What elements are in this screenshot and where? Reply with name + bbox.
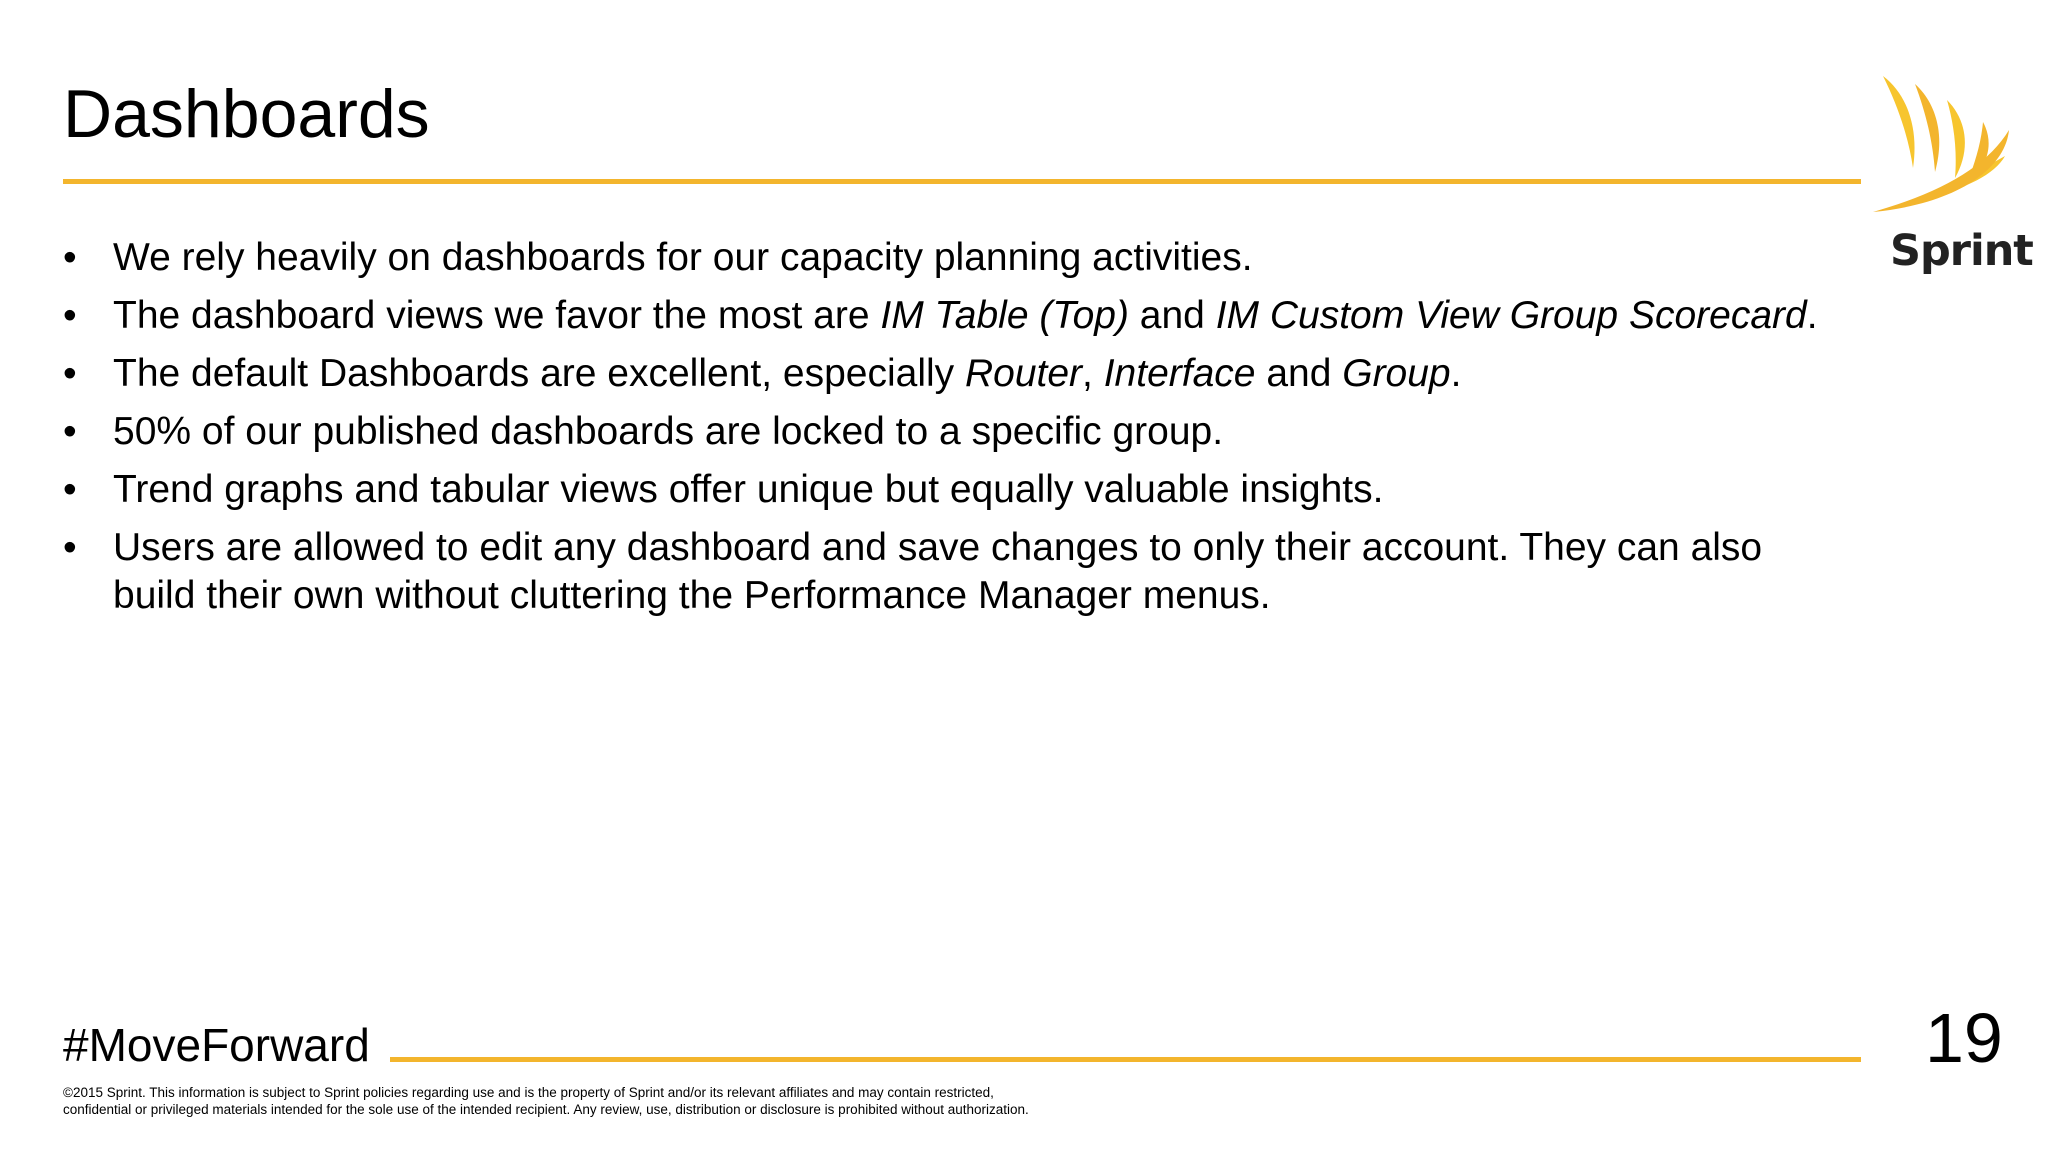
bullet-text: . [1450, 352, 1462, 395]
bullet-emphasis: Router [964, 352, 1083, 395]
bullet-text: . [1806, 294, 1818, 337]
bullet-text: and [1255, 352, 1343, 395]
bullet-glyph: • [63, 236, 77, 279]
bullet-glyph: • [63, 294, 77, 337]
bullet-emphasis: Interface [1103, 352, 1256, 395]
bullet-item [63, 292, 1853, 340]
legal-line-1: ©2015 Sprint. This information is subject to Sprint policies regarding use and is the property of Sprint and/or its relevant affiliates and may contain restricted, [63, 1085, 994, 1100]
bullet-item [63, 524, 1853, 620]
bullet-emphasis: Group [1342, 352, 1451, 395]
bullet-text: The dashboard views we favor the most are [113, 294, 881, 337]
bullet-item [63, 350, 1853, 398]
bullet-text: , [1082, 352, 1104, 395]
legal-disclaimer [63, 1084, 1163, 1118]
sprint-logo-text: Sprint [1890, 226, 2033, 276]
bullet-emphasis: IM Custom View Group Scorecard [1215, 294, 1807, 337]
page-number: 19 [1925, 999, 2003, 1077]
bullet-glyph: • [63, 526, 77, 569]
title-divider [63, 179, 1861, 184]
bullet-text: 50% of our published dashboards are locked to a specific group. [113, 410, 1224, 453]
bullet-text: and [1128, 294, 1216, 337]
hashtag-footer: #MoveForward [63, 1019, 370, 1071]
bullet-glyph: • [63, 468, 77, 511]
bullet-item [63, 408, 1853, 456]
bullet-text: Trend graphs and tabular views offer unique but equally valuable insights. [113, 468, 1384, 511]
bullet-list [63, 234, 1853, 630]
bullet-emphasis: IM Table (Top) [880, 294, 1129, 337]
bullet-item [63, 234, 1853, 282]
bullet-text: Users are allowed to edit any dashboard and save changes to only their account. They can also build their own without cluttering the Performance Manager menus. [113, 526, 1763, 617]
bullet-glyph: • [63, 410, 77, 453]
bullet-glyph: • [63, 352, 77, 395]
footer-divider [390, 1057, 1861, 1062]
sprint-logo [1855, 70, 2033, 285]
slide-title: Dashboards [63, 76, 430, 152]
bullet-item [63, 466, 1853, 514]
bullet-text: We rely heavily on dashboards for our capacity planning activities. [113, 236, 1253, 279]
sprint-pin-icon [1855, 70, 2015, 230]
bullet-text: The default Dashboards are excellent, especially [113, 352, 965, 395]
legal-line-2: confidential or privileged materials intended for the sole use of the intended recipient. Any review, use, distribution or disclosure is prohibited without authorization. [63, 1102, 1029, 1117]
